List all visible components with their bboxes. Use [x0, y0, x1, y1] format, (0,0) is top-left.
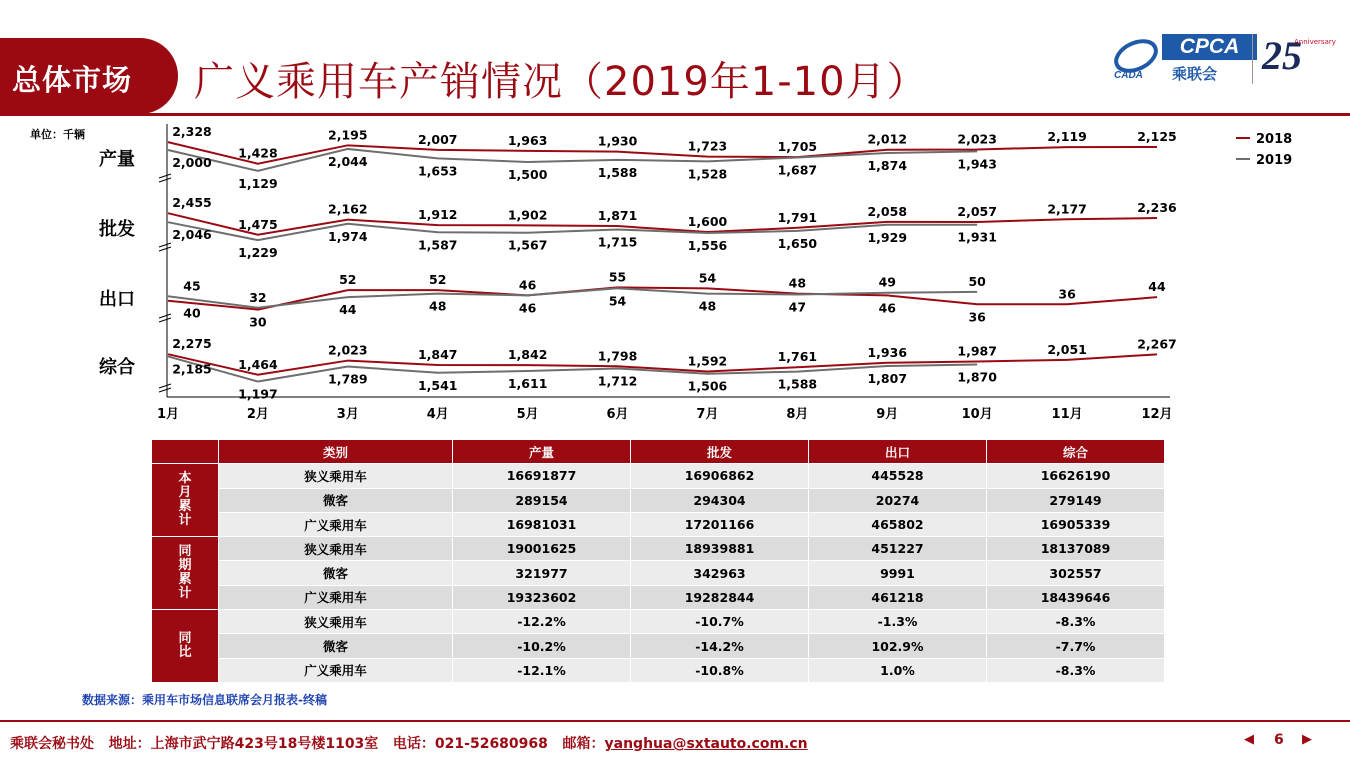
data-label: 1,987 [957, 343, 997, 359]
cpca-logo-subtitle: 乘联会 [1172, 65, 1218, 83]
data-label: 2,046 [172, 227, 212, 243]
page-title: 广义乘用车产销情况（2019年1-10月） [194, 59, 928, 105]
table-row [152, 512, 1165, 536]
data-label: 1,687 [777, 162, 818, 178]
data-label: 2,044 [328, 153, 368, 169]
data-label: 44 [339, 302, 357, 318]
panel-label: 出口 [99, 289, 135, 310]
table-cell: 20274 [809, 488, 987, 512]
data-label: 1,789 [328, 371, 368, 387]
table-cell: 16981031 [453, 512, 631, 536]
table-cell: -14.2% [631, 634, 809, 658]
data-label: 1,588 [597, 164, 638, 180]
table-cell: 445528 [809, 464, 987, 488]
data-label: 1,791 [777, 209, 818, 225]
table-cell: -8.3% [987, 610, 1165, 634]
data-table [151, 439, 1165, 683]
data-source-note: 数据来源：乘用车市场信息联席会月报表-终稿 [82, 693, 327, 707]
footer-email-label: 邮箱： [562, 736, 605, 752]
table-row [152, 585, 1165, 609]
x-tick-label: 11月 [1051, 407, 1083, 422]
footer-org: 乘联会秘书处 [10, 736, 94, 752]
data-label: 2,328 [172, 124, 212, 140]
table-row-category: 广义乘用车 [219, 585, 453, 609]
section-tab [0, 38, 178, 114]
cpca-logo: CPCA [1162, 34, 1257, 60]
table-row [152, 488, 1165, 512]
data-label: 1,653 [417, 163, 458, 179]
data-label: 1,943 [957, 156, 997, 172]
table-header: 类别 [219, 440, 453, 464]
table-cell: 16691877 [453, 464, 631, 488]
table-header: 综合 [987, 440, 1165, 464]
data-label: 46 [878, 300, 896, 316]
table-cell: 294304 [631, 488, 809, 512]
table-cell: 19001625 [453, 537, 631, 561]
x-tick-label: 9月 [876, 407, 899, 422]
table-cell: -7.7% [987, 634, 1165, 658]
table-row-category: 广义乘用车 [219, 512, 453, 536]
data-label: 49 [878, 274, 896, 290]
table-cell: 9991 [809, 561, 987, 585]
data-label: 1,600 [687, 214, 728, 229]
table-cell: -10.2% [453, 634, 631, 658]
panel-label: 产量 [99, 149, 135, 170]
axis-break-mark [159, 174, 171, 182]
data-label: 1,528 [687, 166, 728, 182]
table-header: 出口 [809, 440, 987, 464]
data-label: 2,267 [1137, 336, 1177, 352]
x-tick-label: 8月 [786, 407, 809, 422]
table-cell: -12.1% [453, 658, 631, 682]
data-label: 47 [788, 299, 807, 315]
data-label: 1,500 [507, 167, 548, 182]
table-cell: 18939881 [631, 537, 809, 561]
table-cell: -10.8% [631, 658, 809, 682]
data-label: 48 [429, 298, 447, 314]
table-cell: 451227 [809, 537, 987, 561]
table-row-category: 狭义乘用车 [219, 537, 453, 561]
table-group-label: 同 比 [152, 610, 219, 683]
data-label: 48 [698, 298, 717, 314]
data-label: 1,936 [867, 344, 908, 360]
table-cell: 279149 [987, 488, 1165, 512]
data-label: 1,705 [777, 139, 818, 155]
data-label: 45 [183, 278, 201, 294]
data-label: 2,119 [1047, 129, 1087, 145]
x-tick-label: 10月 [961, 407, 993, 422]
table-group-label: 本 月 累 计 [152, 464, 219, 537]
data-label: 44 [1148, 279, 1166, 295]
table-cell: 16906862 [631, 464, 809, 488]
data-label: 1,712 [597, 373, 638, 389]
data-label: 1,761 [777, 349, 818, 365]
next-page-icon[interactable]: ▶ [1302, 732, 1312, 747]
data-label: 1,556 [687, 237, 728, 253]
anniversary-text: Anniversary [1294, 38, 1336, 46]
data-label: 36 [968, 309, 986, 325]
data-label: 1,798 [597, 348, 638, 364]
panel-label: 批发 [99, 219, 135, 240]
svg-text:CADA: CADA [1114, 70, 1143, 80]
table-cell: 342963 [631, 561, 809, 585]
data-label: 1,567 [507, 237, 548, 253]
table-cell: 18439646 [987, 585, 1165, 609]
logo-divider [1252, 34, 1253, 84]
data-label: 1,428 [238, 145, 278, 161]
data-label: 1,592 [687, 353, 728, 369]
panel-label: 综合 [99, 357, 135, 378]
table-cell: 465802 [809, 512, 987, 536]
data-label: 54 [698, 270, 717, 286]
chart-unit: 单位：千辆 [30, 128, 85, 141]
data-label: 2,125 [1137, 129, 1177, 144]
cada-logo-icon [1112, 34, 1160, 80]
data-label: 1,929 [867, 229, 908, 245]
data-label: 1,807 [867, 371, 908, 387]
table-cell: 1.0% [809, 658, 987, 682]
data-label: 52 [429, 272, 447, 288]
data-label: 1,587 [417, 237, 458, 253]
x-tick-label: 7月 [696, 407, 719, 422]
data-label: 2,058 [867, 203, 908, 219]
data-label: 1,974 [328, 228, 368, 244]
line-chart [0, 118, 1350, 438]
data-label: 1,902 [507, 207, 548, 223]
table-row [152, 610, 1165, 634]
data-label: 48 [788, 275, 807, 291]
data-label: 1,931 [957, 229, 997, 245]
x-tick-label: 5月 [516, 407, 539, 422]
data-label: 52 [339, 272, 357, 288]
data-label: 40 [183, 305, 201, 321]
data-label: 46 [518, 300, 537, 316]
footer-address: 地址：上海市武宁路423号18号楼1103室 [108, 736, 379, 752]
table-header-row [152, 440, 1165, 464]
data-label: 1,229 [238, 245, 278, 261]
data-label: 1,464 [238, 356, 278, 372]
table-cell: 16905339 [987, 512, 1165, 536]
x-tick-label: 4月 [426, 407, 449, 422]
table-row-category: 狭义乘用车 [219, 610, 453, 634]
data-label: 1,963 [507, 132, 548, 148]
data-label: 2,057 [957, 203, 997, 219]
table-cell: -12.2% [453, 610, 631, 634]
x-tick-label: 2月 [246, 407, 269, 422]
logo-area [1112, 32, 1336, 84]
data-label: 2,177 [1047, 201, 1087, 217]
data-label: 1,129 [238, 175, 278, 191]
data-label: 1,874 [867, 158, 908, 174]
series-line-2019 [168, 288, 977, 307]
table-header: 产量 [453, 440, 631, 464]
data-label: 2,236 [1137, 200, 1177, 216]
table-row-category: 广义乘用车 [219, 658, 453, 682]
table-cell: 17201166 [631, 512, 809, 536]
data-label: 2,195 [328, 127, 368, 143]
footer-contact [10, 733, 808, 753]
data-label: 2,455 [172, 195, 212, 211]
data-label: 30 [249, 314, 267, 330]
table-row-category: 微客 [219, 561, 453, 585]
legend-label: 2018 [1256, 132, 1293, 147]
table-row [152, 634, 1165, 658]
anniversary-logo: 25 [1262, 33, 1302, 78]
legend-label: 2019 [1256, 153, 1293, 168]
prev-page-icon[interactable]: ◀ [1244, 732, 1254, 747]
table-row-category: 微客 [219, 634, 453, 658]
data-label: 2,007 [417, 131, 458, 147]
table-cell: -1.3% [809, 610, 987, 634]
x-tick-label: 1月 [156, 407, 180, 422]
data-label: 36 [1058, 286, 1076, 302]
data-label: 1,588 [777, 376, 818, 392]
data-label: 1,715 [597, 234, 638, 250]
footer-email-link[interactable]: yanghua@sxtauto.com.cn [604, 736, 808, 752]
data-label: 1,912 [417, 207, 458, 223]
data-label: 2,051 [1047, 341, 1087, 357]
data-label: 1,611 [507, 376, 548, 392]
table-group-label: 同 期 累 计 [152, 537, 219, 610]
table-header: 批发 [631, 440, 809, 464]
axis-break-mark [159, 243, 171, 251]
axis-break-mark [159, 314, 171, 322]
section-label: 总体市场 [12, 63, 133, 97]
data-label: 2,275 [172, 336, 212, 352]
table-cell: -10.7% [631, 610, 809, 634]
table-cell: 16626190 [987, 464, 1165, 488]
table-row [152, 561, 1165, 585]
table-cell: -8.3% [987, 658, 1165, 682]
table-cell: 302557 [987, 561, 1165, 585]
data-label: 55 [608, 269, 627, 285]
data-label: 2,000 [172, 155, 212, 170]
header-rule [0, 113, 1350, 116]
table-header-blank [152, 440, 219, 464]
table-row [152, 658, 1165, 682]
data-label: 1,723 [687, 138, 728, 154]
data-label: 1,506 [687, 378, 728, 394]
table-row-category: 狭义乘用车 [219, 464, 453, 488]
data-label: 50 [968, 273, 986, 289]
table-cell: 289154 [453, 488, 631, 512]
page-number: 6 [1274, 732, 1284, 748]
data-label: 1,197 [238, 386, 278, 402]
footer-phone: 电话：021-52680968 [392, 736, 548, 752]
x-tick-label: 12月 [1141, 407, 1173, 422]
data-label: 1,650 [777, 235, 818, 251]
axis-break-mark [159, 384, 171, 392]
table-cell: 461218 [809, 585, 987, 609]
data-label: 2,012 [867, 131, 908, 147]
data-label: 1,541 [417, 377, 458, 393]
x-tick-label: 3月 [336, 407, 359, 422]
footer-rule [0, 720, 1350, 722]
table-cell: 19282844 [631, 585, 809, 609]
data-label: 1,847 [417, 347, 458, 363]
data-label: 2,185 [172, 361, 212, 377]
data-label: 32 [249, 289, 267, 305]
table-cell: 102.9% [809, 634, 987, 658]
data-label: 1,871 [597, 208, 638, 224]
table-cell: 321977 [453, 561, 631, 585]
data-label: 46 [518, 277, 537, 293]
table-cell: 19323602 [453, 585, 631, 609]
data-label: 54 [608, 293, 627, 309]
data-label: 2,162 [328, 201, 368, 217]
data-label: 1,930 [597, 133, 638, 149]
data-label: 1,475 [238, 216, 278, 232]
table-row [152, 464, 1165, 488]
data-label: 2,023 [957, 131, 997, 147]
data-label: 2,023 [328, 342, 368, 358]
x-tick-label: 6月 [606, 407, 629, 422]
table-row [152, 537, 1165, 561]
table-row-category: 微客 [219, 488, 453, 512]
data-label: 1,842 [507, 347, 548, 363]
table-cell: 18137089 [987, 537, 1165, 561]
data-label: 1,870 [957, 369, 997, 385]
